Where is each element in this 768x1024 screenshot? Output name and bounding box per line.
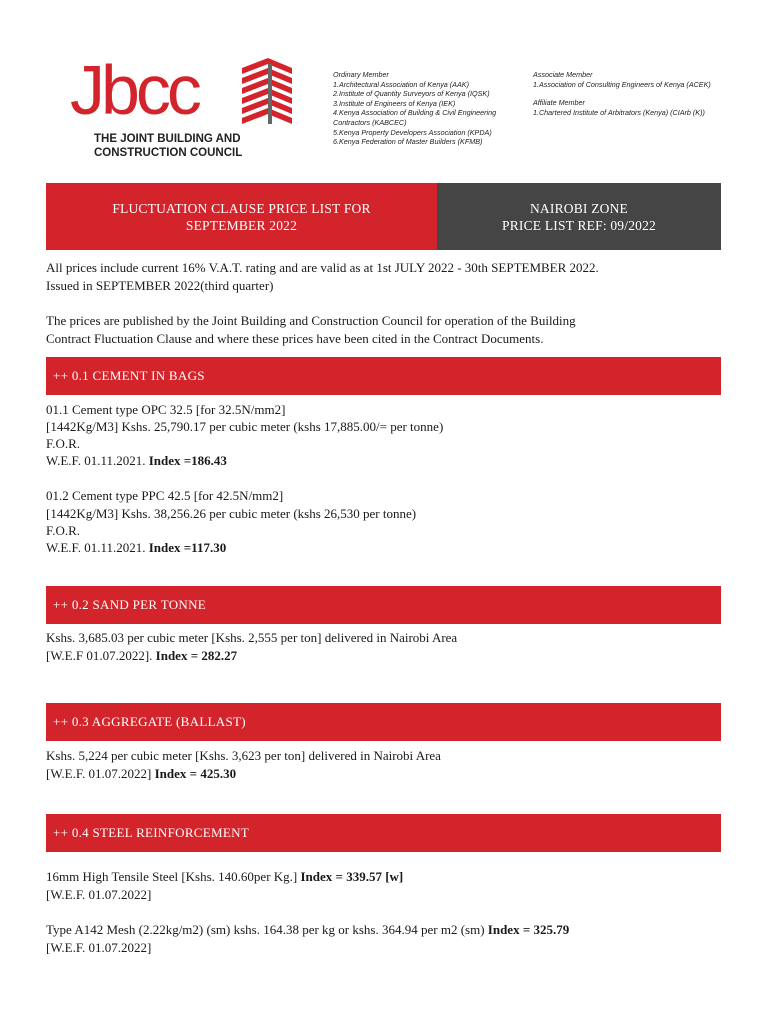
- ordinary-member-4: 4.Kenya Association of Building & Civil Engineering Contractors (KABCEC): [333, 108, 497, 127]
- ordinary-member-1: 1.Architectural Association of Kenya (AAK): [333, 79, 469, 89]
- cement-ppc-title: 01.2 Cement type PPC 42.5 [for 42.5N/mm2]: [46, 488, 284, 503]
- cement-opc-for: F.O.R.: [46, 436, 80, 451]
- logo-wordmark: Jbcc: [70, 56, 198, 126]
- jbcc-logo-mark: [70, 56, 300, 126]
- sand-price: Kshs. 3,685.03 per cubic meter [Kshs. 2,555 per ton] delivered in Nairobi Area: [46, 630, 458, 645]
- logo-subtitle-line1: THE JOINT BUILDING AND: [94, 133, 241, 145]
- logo-subtitle-line2: CONSTRUCTION COUNCIL: [94, 147, 243, 159]
- intro-publisher-line1: The prices are published by the Joint Building and Construction Council for operation of the Building: [46, 313, 576, 328]
- zone-name: NAIROBI ZONE: [529, 200, 628, 216]
- steel-16mm-price: 16mm High Tensile Steel [Kshs. 140.60per Kg.]: [46, 869, 301, 884]
- steel-16mm-wef: [W.E.F. 01.07.2022]: [46, 887, 152, 902]
- mesh-a142-index: Index = 325.79: [487, 922, 570, 937]
- sand-wef-line: [46, 647, 237, 665]
- price-list-ref: PRICE LIST REF: 09/2022: [502, 217, 656, 233]
- steel-16mm-line: [46, 868, 403, 886]
- cement-opc-title: 01.1 Cement type OPC 32.5 [for 32.5N/mm2]: [46, 402, 286, 417]
- cement-opc-index: Index =186.43: [148, 453, 227, 468]
- banner-title-line1: FLUCTUATION CLAUSE PRICE LIST FOR: [112, 200, 371, 216]
- intro-validity: All prices include current 16% V.A.T. rating and are valid as at 1st JULY 2022 - 30th SEPTEMBER 2022.: [46, 260, 599, 275]
- cement-ppc-wef: W.E.F. 01.11.2021.: [46, 540, 149, 555]
- building-icon: [242, 58, 292, 124]
- intro-publisher-line2: Contract Fluctuation Clause and where these prices have been cited in the Contract Documents.: [46, 331, 544, 346]
- affiliate-member-1: 1.Chartered Institute of Arbitrators (Kenya) (CIArb (K)): [533, 107, 705, 117]
- cement-opc-wef-line: [46, 452, 227, 470]
- associate-member-1: 1.Association of Consulting Engineers of Kenya (ACEK): [533, 79, 711, 89]
- section-header-aggregate: ++ 0.3 AGGREGATE (BALLAST): [46, 703, 721, 741]
- mesh-a142-line: [46, 921, 569, 939]
- aggregate-price: Kshs. 5,224 per cubic meter [Kshs. 3,623 per ton] delivered in Nairobi Area: [46, 748, 441, 763]
- section-header-steel: ++ 0.4 STEEL REINFORCEMENT: [46, 814, 721, 852]
- ordinary-member-2: 2.Institute of Quantity Surveyors of Kenya (IQSK): [333, 89, 490, 99]
- jbcc-logo: [70, 56, 300, 166]
- aggregate-index: Index = 425.30: [154, 766, 237, 781]
- sand-wef: [W.E.F 01.07.2022].: [46, 648, 156, 663]
- ordinary-members-title: Ordinary Member: [333, 70, 389, 79]
- steel-16mm-index: Index = 339.57 [w]: [300, 869, 404, 884]
- mesh-a142-wef: [W.E.F. 01.07.2022]: [46, 940, 152, 955]
- affiliate-title: Affiliate Member: [533, 98, 585, 108]
- ordinary-member-6: 6.Kenya Federation of Master Builders (KFMB): [333, 137, 483, 147]
- associate-title: Associate Member: [533, 70, 593, 79]
- cement-ppc-for: F.O.R.: [46, 523, 80, 538]
- cement-opc-price: [1442Kg/M3] Kshs. 25,790.17 per cubic meter (kshs 17,885.00/= per tonne): [46, 419, 444, 434]
- section-header-cement: ++ 0.1 CEMENT IN BAGS: [46, 357, 721, 395]
- section-header-sand: ++ 0.2 SAND PER TONNE: [46, 586, 721, 624]
- aggregate-wef-line: [46, 765, 236, 783]
- ordinary-member-5: 5.Kenya Property Developers Association (KPDA): [333, 127, 492, 137]
- cement-opc-wef: W.E.F. 01.11.2021.: [46, 453, 149, 468]
- sand-index: Index = 282.27: [155, 648, 238, 663]
- zone-reference-banner: [437, 183, 721, 250]
- ordinary-member-3: 3.Institute of Engineers of Kenya (IEK): [333, 98, 456, 108]
- banner-title-line2: SEPTEMBER 2022: [185, 217, 298, 233]
- associate-members: [533, 70, 718, 117]
- intro-issued: Issued in SEPTEMBER 2022(third quarter): [46, 278, 274, 293]
- cement-ppc-index: Index =117.30: [148, 540, 227, 555]
- cement-ppc-wef-line: [46, 539, 226, 557]
- price-list-title-banner: [46, 183, 437, 250]
- ordinary-members: [333, 70, 528, 147]
- aggregate-wef: [W.E.F. 01.07.2022]: [46, 766, 155, 781]
- cement-ppc-price: [1442Kg/M3] Kshs. 38,256.26 per cubic meter (kshs 26,530 per tonne): [46, 506, 417, 521]
- mesh-a142-price: Type A142 Mesh (2.22kg/m2) (sm) kshs. 164.38 per kg or kshs. 364.94 per m2 (sm): [46, 922, 488, 937]
